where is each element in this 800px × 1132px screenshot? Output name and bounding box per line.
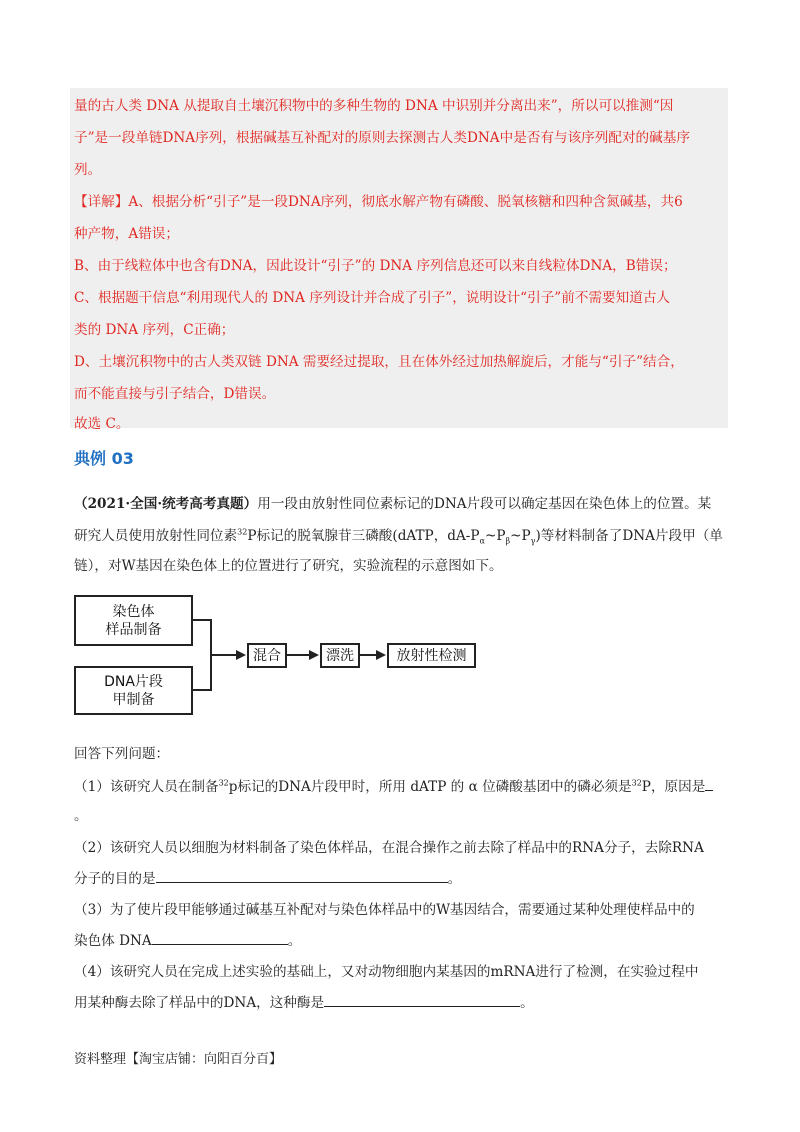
question-text: P，原因是 <box>641 779 706 795</box>
box-label: DNA片段 甲制备 <box>104 673 163 708</box>
box-label: 漂洗 <box>326 647 354 664</box>
box-label: 混合 <box>253 647 281 664</box>
footer-note: 资料整理【淘宝店铺：向阳百分百】 <box>74 1052 283 1067</box>
superscript: 32 <box>218 778 229 788</box>
source-tag: （2021·全国·统考高考真题） <box>74 496 258 512</box>
analysis-line: 故选 C。 <box>74 416 130 432</box>
question-1-line-1 <box>74 776 713 797</box>
stem-text: 研究人员使用放射性同位素 <box>74 528 238 544</box>
question-text: （1）该研究人员在制备 <box>74 779 219 795</box>
analysis-line: 种产物，A错误； <box>74 226 179 242</box>
arrowhead <box>309 650 319 660</box>
dna-fragment-prep-box <box>74 666 193 715</box>
analysis-line: 子”是一段单链DNA序列，根据碱基互补配对的原则去探测古人类DNA中是否有与该序列配对的碱基序 <box>74 130 690 146</box>
analysis-line: 而不能直接与引子结合，D错误。 <box>74 386 276 402</box>
box-label: 放射性检测 <box>396 647 467 664</box>
question-text: 。 <box>287 933 302 949</box>
answer-blank-2[interactable] <box>156 868 448 883</box>
question-3-line-1: （3）为了使片段甲能够通过碱基互补配对与染色体样品中的W基因结合，需要通过某种处理使样品中的 <box>74 902 695 918</box>
mix-box <box>247 643 287 668</box>
question-2-line-1: （2）该研究人员以细胞为材料制备了染色体样品，在混合操作之前去除了样品中的RNA分子，去除RNA <box>74 840 704 856</box>
questions-intro: 回答下列问题： <box>74 746 170 762</box>
stem-text: P标记的脱氧腺苷三磷酸(dATP，dA-P <box>247 528 480 544</box>
example-heading: 典例 03 <box>74 449 134 468</box>
question-text: 。 <box>520 995 534 1011</box>
question-text: 。 <box>447 871 462 887</box>
question-4-line-2 <box>74 992 534 1013</box>
question-3-line-2 <box>74 930 301 951</box>
analysis-line: D、土壤沉积物中的古人类双链 DNA 需要经过提取，且在体外经过加热解旋后，才能与“引子”结合， <box>74 354 684 370</box>
analysis-line: 【详解】A、根据分析“引子”是一段DNA序列，彻底水解产物有磷酸、脱氧核糖和四种含氮碱基，共6 <box>74 194 683 210</box>
subscript: γ <box>530 536 536 546</box>
box-label: 染色体 样品制备 <box>105 603 162 638</box>
analysis-line: 列。 <box>74 162 102 178</box>
stem-text: ~P <box>484 528 506 544</box>
arrowhead <box>236 650 246 660</box>
subscript: β <box>505 536 511 546</box>
question-text: 用某种酶去除了样品中的DNA，这种酶是 <box>74 995 325 1011</box>
question-text: 染色体 DNA <box>74 933 152 949</box>
analysis-line: 类的 DNA 序列，C正确； <box>74 322 235 338</box>
stem-text: )等材料制备了DNA片段甲（单 <box>535 528 723 544</box>
question-4-line-1: （4）该研究人员在完成上述实验的基础上，又对动物细胞内某基因的mRNA进行了检测，在实验过程中 <box>74 964 699 980</box>
subscript: α <box>479 536 485 546</box>
question-1-line-2: 。 <box>74 808 88 824</box>
analysis-line: 量的古人类 DNA 从提取自土壤沉积物中的多种生物的 DNA 中识别并分离出来”，所以可以推测“因 <box>74 98 674 114</box>
question-text: 分子的目的是 <box>74 871 156 887</box>
question-text: p标记的DNA片段甲时，所用 dATP 的 α 位磷酸基团中的磷必须是 <box>228 779 632 795</box>
stem-text: 用一段由放射性同位素标记的DNA片段可以确定基因在染色体上的位置。某 <box>257 496 712 512</box>
question-2-line-2 <box>74 868 461 889</box>
analysis-line: B、由于线粒体中也含有DNA，因此设计“引子”的 DNA 序列信息还可以来自线粒体DNA，B错误； <box>74 258 677 274</box>
analysis-line: C、根据题干信息“利用现代人的 DNA 序列设计并合成了引子”，说明设计“引子”前不需要知道古人 <box>74 290 671 306</box>
radioactivity-detect-box <box>387 643 476 668</box>
answer-blank-3[interactable] <box>152 930 288 945</box>
wash-box <box>320 643 360 668</box>
stem-text: ~P <box>510 528 531 544</box>
chromosome-sample-prep-box <box>74 595 193 646</box>
superscript: 32 <box>237 527 248 537</box>
answer-blank-1[interactable] <box>705 776 713 791</box>
answer-blank-4[interactable] <box>324 992 520 1007</box>
arrowhead <box>376 650 386 660</box>
question-stem-line-3: 链），对W基因在染色体上的位置进行了研究，实验流程的示意图如下。 <box>74 558 503 574</box>
superscript: 32 <box>631 778 642 788</box>
